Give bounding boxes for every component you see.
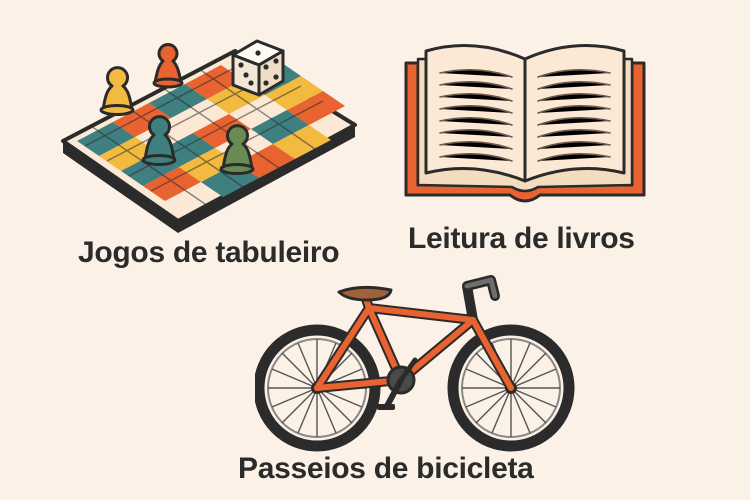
caption-reading: Leitura de livros	[408, 222, 635, 255]
die-icon	[233, 41, 283, 95]
caption-cycling: Passeios de bicicleta	[238, 452, 534, 485]
open-book-icon	[400, 35, 650, 210]
caption-board-games: Jogos de tabuleiro	[78, 236, 340, 269]
bicycle-icon	[255, 268, 575, 453]
board-games-illustration	[55, 25, 365, 235]
board-game-icon	[55, 25, 365, 235]
reading-illustration	[400, 35, 650, 210]
cycling-illustration	[255, 268, 575, 453]
